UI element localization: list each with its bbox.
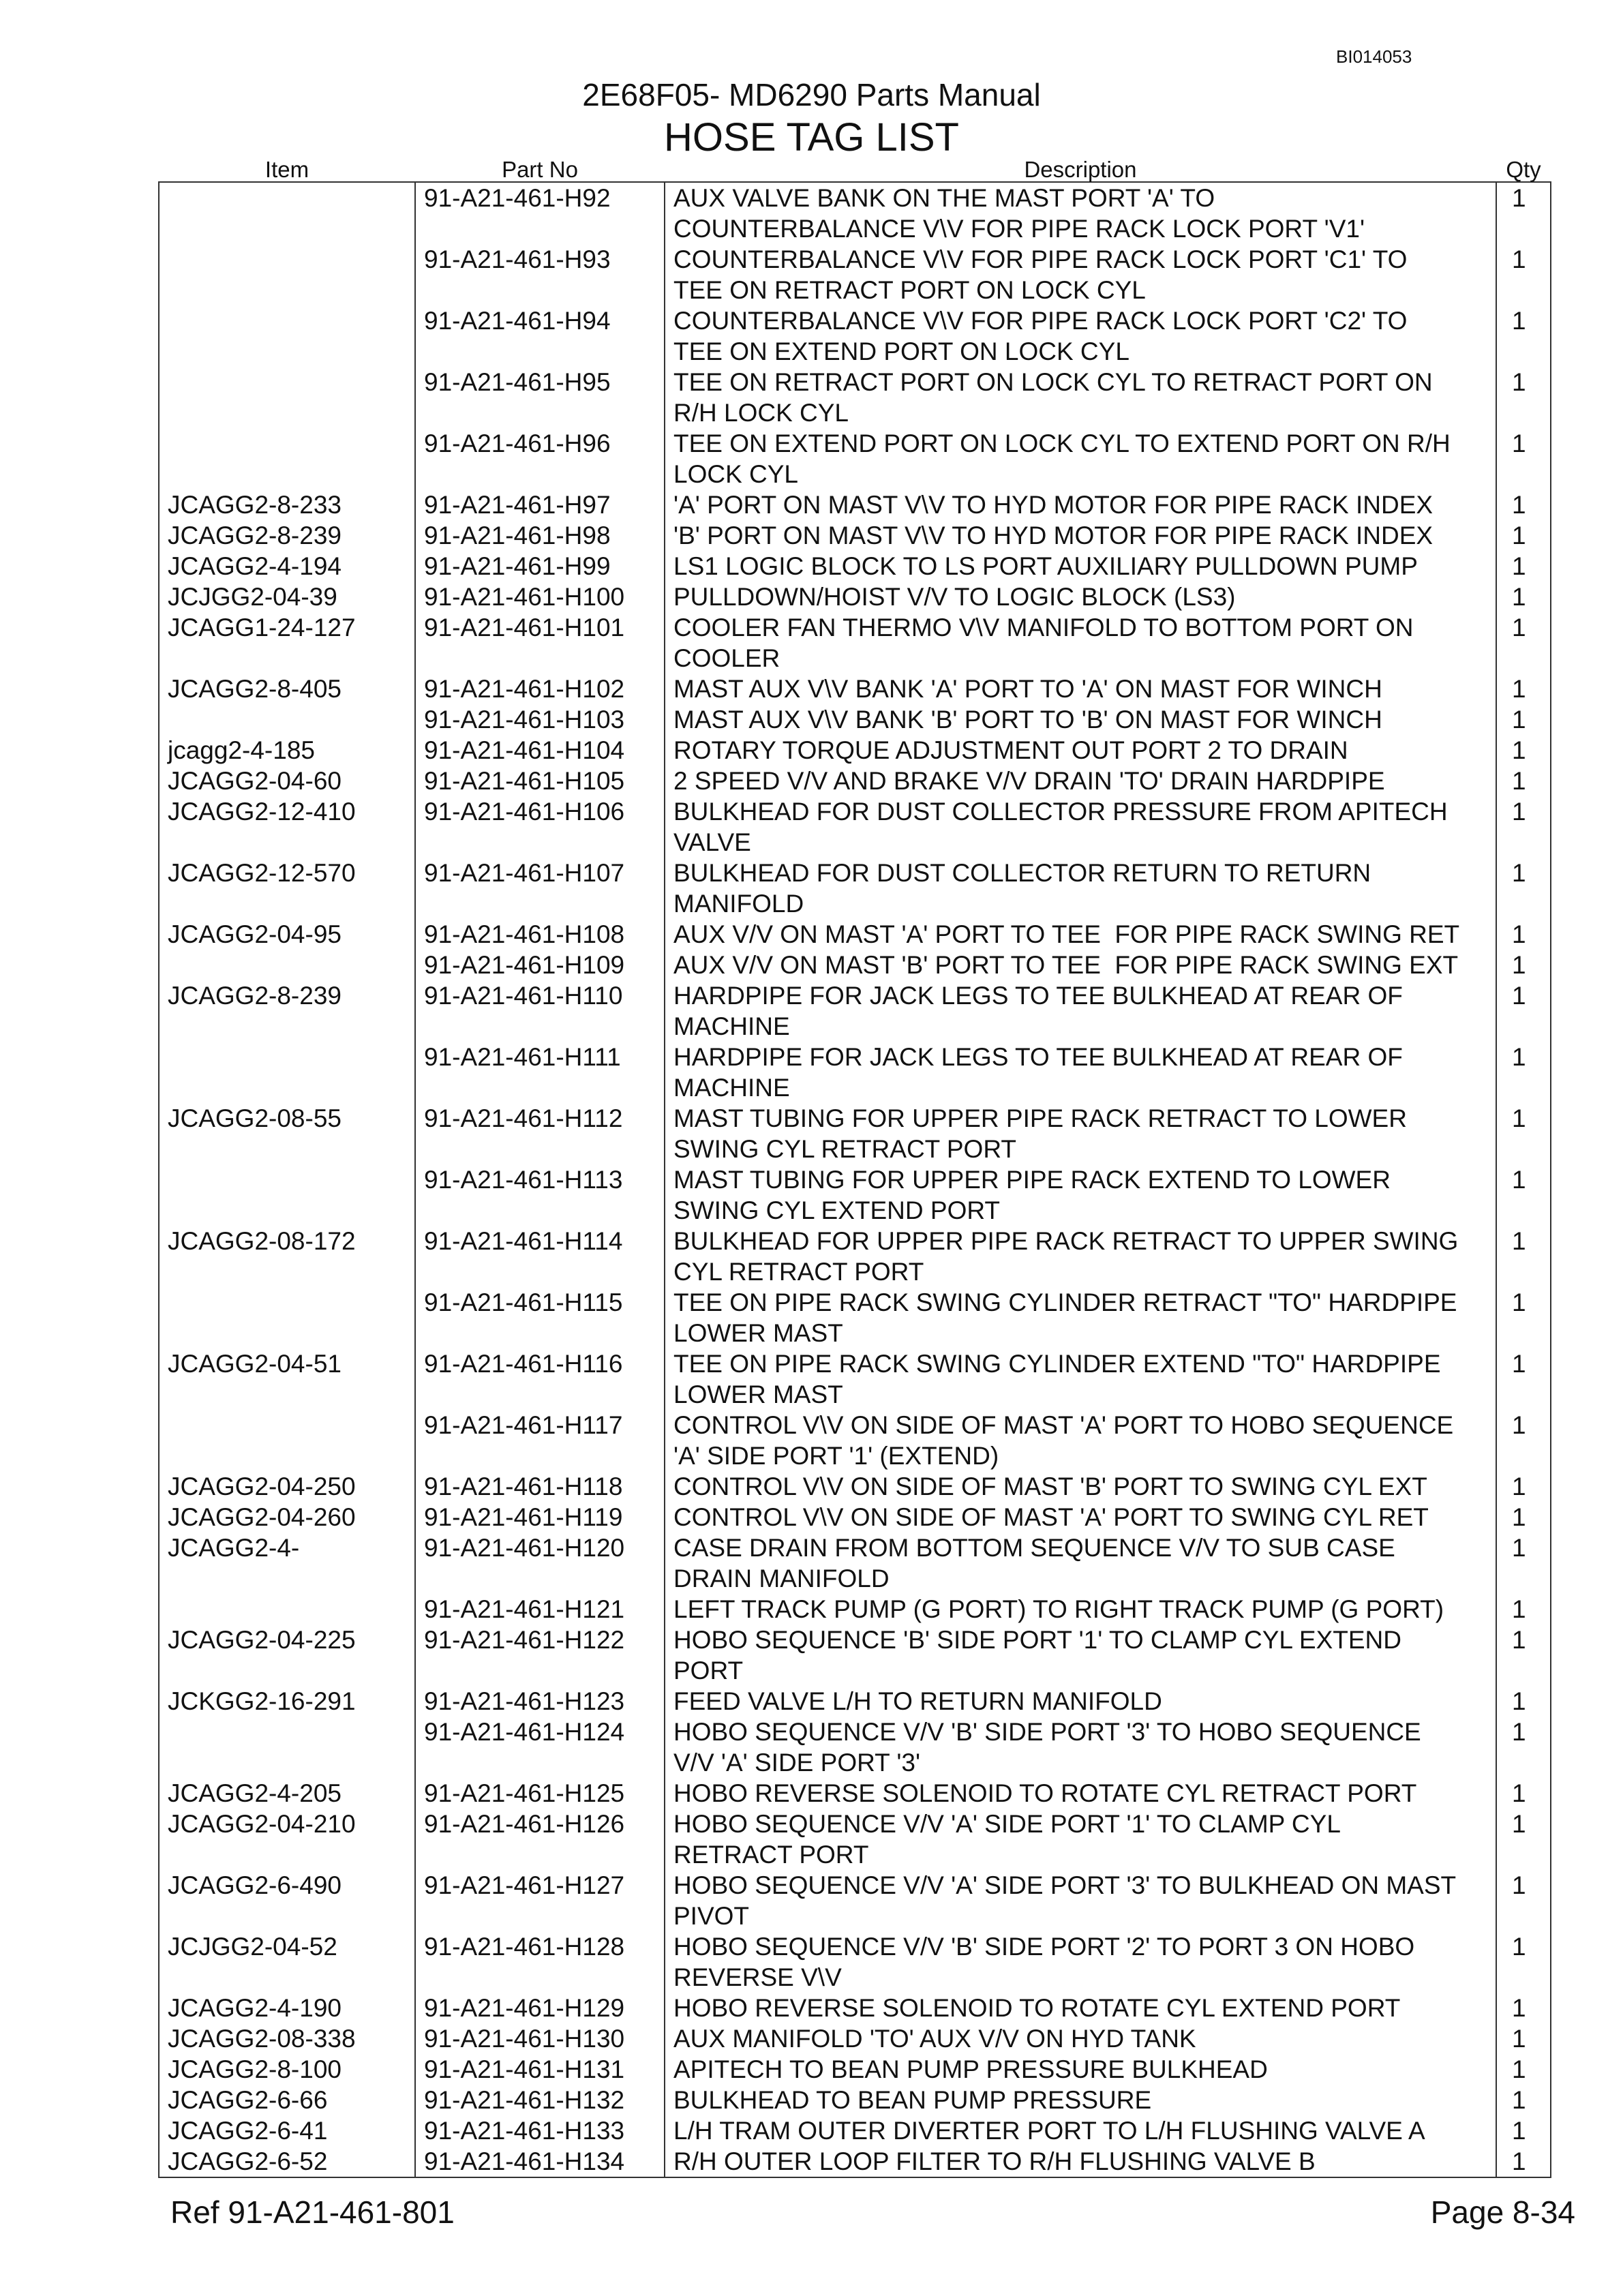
description-cell: APITECH TO BEAN PUMP PRESSURE BULKHEAD (665, 2054, 1496, 2085)
column-header-part-no: Part No (502, 157, 578, 182)
description-cell: ROTARY TORQUE ADJUSTMENT OUT PORT 2 TO DRAIN (665, 735, 1496, 766)
part-number-cell: 91-A21-461-H127 (415, 1870, 665, 1931)
description-cell: MAST TUBING FOR UPPER PIPE RACK EXTEND TO LOWER SWING CYL EXTEND PORT (665, 1164, 1496, 1226)
part-number-cell: 91-A21-461-H100 (415, 581, 665, 612)
hose-tag-table (158, 158, 1551, 2178)
quantity-cell: 1 (1496, 1226, 1551, 1287)
item-cell (159, 1594, 415, 1625)
item-cell: JCAGG2-4-194 (168, 552, 342, 580)
item-cell (159, 1042, 415, 1103)
part-number-cell: 91-A21-461-H112 (415, 1103, 665, 1164)
table-row (159, 489, 1551, 520)
table-row (159, 1164, 1551, 1226)
description-cell: CONTROL V\V ON SIDE OF MAST 'A' PORT TO SWING CYL RET (665, 1502, 1496, 1532)
table-row (159, 1471, 1551, 1502)
part-number-cell: 91-A21-461-H101 (415, 612, 665, 674)
table-row (159, 735, 1551, 766)
description-cell: AUX MANIFOLD 'TO' AUX V/V ON HYD TANK (665, 2023, 1496, 2054)
quantity-cell: 1 (1496, 919, 1551, 950)
quantity-cell: 1 (1496, 858, 1551, 919)
item-cell: JCAGG2-8-239 (168, 522, 342, 549)
item-cell: JCAGG2-12-410 (168, 798, 356, 826)
item-cell: JCAGG1-24-127 (168, 614, 356, 641)
item-cell: JCAGG2-6-52 (168, 2147, 328, 2175)
table-row (159, 1931, 1551, 1993)
part-number-cell: 91-A21-461-H129 (415, 1993, 665, 2023)
column-header-qty: Qty (1506, 157, 1541, 182)
quantity-cell: 1 (1496, 2085, 1551, 2115)
description-cell: HOBO REVERSE SOLENOID TO ROTATE CYL EXTEND PORT (665, 1993, 1496, 2023)
table-row (159, 674, 1551, 704)
quantity-cell: 1 (1496, 1686, 1551, 1717)
quantity-cell: 1 (1496, 1717, 1551, 1778)
table-row (159, 1410, 1551, 1471)
table-row (159, 1717, 1551, 1778)
quantity-cell: 1 (1496, 1042, 1551, 1103)
item-cell: JCAGG2-04-210 (168, 1810, 356, 1838)
table-row (159, 704, 1551, 735)
column-header-description: Description (1024, 157, 1137, 182)
part-number-cell: 91-A21-461-H114 (415, 1226, 665, 1287)
document-id: BI014053 (1336, 46, 1412, 67)
part-number-cell: 91-A21-461-H121 (415, 1594, 665, 1625)
part-number-cell: 91-A21-461-H111 (415, 1042, 665, 1103)
description-cell: BULKHEAD FOR DUST COLLECTOR RETURN TO RETURN MANIFOLD (665, 858, 1496, 919)
item-cell: JCAGG2-6-41 (168, 2117, 328, 2145)
part-number-cell: 91-A21-461-H118 (415, 1471, 665, 1502)
item-cell: JCJGG2-04-52 (168, 1933, 337, 1961)
quantity-cell: 1 (1496, 1471, 1551, 1502)
part-number-cell: 91-A21-461-H108 (415, 919, 665, 950)
description-cell: COUNTERBALANCE V\V FOR PIPE RACK LOCK PORT 'C1' TO TEE ON RETRACT PORT ON LOCK CYL (665, 244, 1496, 305)
footer-page-number: Page 8-34 (1430, 2194, 1575, 2230)
item-cell: JCAGG2-04-60 (168, 767, 342, 795)
quantity-cell: 1 (1496, 674, 1551, 704)
quantity-cell: 1 (1496, 182, 1551, 244)
quantity-cell: 1 (1496, 1287, 1551, 1348)
description-cell: TEE ON EXTEND PORT ON LOCK CYL TO EXTEND PORT ON R/H LOCK CYL (665, 428, 1496, 489)
quantity-cell: 1 (1496, 735, 1551, 766)
part-number-cell: 91-A21-461-H99 (415, 551, 665, 581)
item-cell: JCAGG2-04-250 (168, 1472, 356, 1500)
description-cell: TEE ON RETRACT PORT ON LOCK CYL TO RETRACT PORT ON R/H LOCK CYL (665, 367, 1496, 428)
item-cell: JCJGG2-04-39 (168, 583, 337, 611)
table-row (159, 1625, 1551, 1686)
quantity-cell: 1 (1496, 1870, 1551, 1931)
part-number-cell: 91-A21-461-H132 (415, 2085, 665, 2115)
description-cell: HOBO SEQUENCE V/V 'A' SIDE PORT '1' TO CLAMP CYL RETRACT PORT (665, 1809, 1496, 1870)
description-cell: R/H OUTER LOOP FILTER TO R/H FLUSHING VALVE B (665, 2146, 1496, 2177)
description-cell: HOBO REVERSE SOLENOID TO ROTATE CYL RETRACT PORT (665, 1778, 1496, 1809)
item-cell: JCAGG2-6-66 (168, 2086, 328, 2114)
part-number-cell: 91-A21-461-H130 (415, 2023, 665, 2054)
description-cell: AUX V/V ON MAST 'B' PORT TO TEE FOR PIPE RACK SWING EXT (665, 950, 1496, 980)
description-cell: COUNTERBALANCE V\V FOR PIPE RACK LOCK PORT 'C2' TO TEE ON EXTEND PORT ON LOCK CYL (665, 305, 1496, 367)
quantity-cell: 1 (1496, 581, 1551, 612)
quantity-cell: 1 (1496, 1532, 1551, 1594)
part-number-cell: 91-A21-461-H94 (415, 305, 665, 367)
part-number-cell: 91-A21-461-H133 (415, 2115, 665, 2146)
table-row (159, 2085, 1551, 2115)
quantity-cell: 1 (1496, 428, 1551, 489)
item-cell: JCAGG2-08-55 (168, 1104, 342, 1132)
quantity-cell: 1 (1496, 704, 1551, 735)
item-cell: JCAGG2-04-260 (168, 1503, 356, 1531)
description-cell: BULKHEAD FOR DUST COLLECTOR PRESSURE FROM APITECH VALVE (665, 796, 1496, 858)
part-number-cell: 91-A21-461-H96 (415, 428, 665, 489)
item-cell: JCAGG2-12-570 (168, 859, 356, 887)
item-cell: jcagg2-4-185 (168, 736, 315, 764)
quantity-cell: 1 (1496, 367, 1551, 428)
table-row (159, 1686, 1551, 1717)
description-cell: TEE ON PIPE RACK SWING CYLINDER RETRACT "TO" HARDPIPE LOWER MAST (665, 1287, 1496, 1348)
quantity-cell: 1 (1496, 1502, 1551, 1532)
quantity-cell: 1 (1496, 1778, 1551, 1809)
part-number-cell: 91-A21-461-H123 (415, 1686, 665, 1717)
item-cell: JCAGG2-08-172 (168, 1227, 356, 1255)
item-cell (159, 1287, 415, 1348)
quantity-cell: 1 (1496, 2023, 1551, 2054)
description-cell: HOBO SEQUENCE V/V 'B' SIDE PORT '3' TO HOBO SEQUENCE V/V 'A' SIDE PORT '3' (665, 1717, 1496, 1778)
item-cell (159, 367, 415, 428)
quantity-cell: 1 (1496, 1625, 1551, 1686)
description-cell: HOBO SEQUENCE 'B' SIDE PORT '1' TO CLAMP CYL EXTEND PORT (665, 1625, 1496, 1686)
item-cell (159, 305, 415, 367)
quantity-cell: 1 (1496, 1164, 1551, 1226)
table-row (159, 1502, 1551, 1532)
description-cell: HOBO SEQUENCE V/V 'A' SIDE PORT '3' TO BULKHEAD ON MAST PIVOT (665, 1870, 1496, 1931)
column-header-item: Item (264, 157, 309, 182)
part-number-cell: 91-A21-461-H124 (415, 1717, 665, 1778)
table-row (159, 980, 1551, 1042)
table-row (159, 1532, 1551, 1594)
description-cell: BULKHEAD FOR UPPER PIPE RACK RETRACT TO UPPER SWING CYL RETRACT PORT (665, 1226, 1496, 1287)
table-row (159, 858, 1551, 919)
part-number-cell: 91-A21-461-H109 (415, 950, 665, 980)
description-cell: CASE DRAIN FROM BOTTOM SEQUENCE V/V TO SUB CASE DRAIN MANIFOLD (665, 1532, 1496, 1594)
list-title: HOSE TAG LIST (664, 115, 959, 160)
table-row (159, 612, 1551, 674)
part-number-cell: 91-A21-461-H106 (415, 796, 665, 858)
item-cell (159, 244, 415, 305)
part-number-cell: 91-A21-461-H120 (415, 1532, 665, 1594)
quantity-cell: 1 (1496, 2146, 1551, 2177)
description-cell: 'A' PORT ON MAST V\V TO HYD MOTOR FOR PIPE RACK INDEX (665, 489, 1496, 520)
item-cell: JCAGG2-8-100 (168, 2055, 342, 2083)
item-cell (159, 1410, 415, 1471)
description-cell: BULKHEAD TO BEAN PUMP PRESSURE (665, 2085, 1496, 2115)
item-cell (159, 1717, 415, 1778)
table-row (159, 1348, 1551, 1410)
table-row (159, 766, 1551, 796)
table-row (159, 551, 1551, 581)
description-cell: AUX VALVE BANK ON THE MAST PORT 'A' TO COUNTERBALANCE V\V FOR PIPE RACK LOCK PORT 'V1' (665, 182, 1496, 244)
description-cell: CONTROL V\V ON SIDE OF MAST 'B' PORT TO SWING CYL EXT (665, 1471, 1496, 1502)
part-number-cell: 91-A21-461-H95 (415, 367, 665, 428)
table-row (159, 182, 1551, 244)
part-number-cell: 91-A21-461-H104 (415, 735, 665, 766)
description-cell: TEE ON PIPE RACK SWING CYLINDER EXTEND "TO" HARDPIPE LOWER MAST (665, 1348, 1496, 1410)
description-cell: LS1 LOGIC BLOCK TO LS PORT AUXILIARY PULLDOWN PUMP (665, 551, 1496, 581)
quantity-cell: 1 (1496, 1931, 1551, 1993)
table-row (159, 1778, 1551, 1809)
quantity-cell: 1 (1496, 305, 1551, 367)
table-row (159, 2023, 1551, 2054)
item-cell: JCAGG2-8-233 (168, 491, 342, 519)
table-row (159, 2115, 1551, 2146)
description-cell: FEED VALVE L/H TO RETURN MANIFOLD (665, 1686, 1496, 1717)
item-cell: JCAGG2-4-190 (168, 1994, 342, 2022)
description-cell: MAST AUX V\V BANK 'A' PORT TO 'A' ON MAST FOR WINCH (665, 674, 1496, 704)
quantity-cell: 1 (1496, 1993, 1551, 2023)
part-number-cell: 91-A21-461-H97 (415, 489, 665, 520)
part-number-cell: 91-A21-461-H131 (415, 2054, 665, 2085)
item-cell (159, 182, 415, 244)
table-row (159, 1103, 1551, 1164)
part-number-cell: 91-A21-461-H105 (415, 766, 665, 796)
quantity-cell: 1 (1496, 796, 1551, 858)
table-header-row (159, 158, 1551, 182)
table-row (159, 950, 1551, 980)
quantity-cell: 1 (1496, 766, 1551, 796)
table-row (159, 1226, 1551, 1287)
part-number-cell: 91-A21-461-H92 (415, 182, 665, 244)
table-row (159, 1594, 1551, 1625)
description-cell: LEFT TRACK PUMP (G PORT) TO RIGHT TRACK PUMP (G PORT) (665, 1594, 1496, 1625)
item-cell: JCAGG2-08-338 (168, 2025, 356, 2053)
part-number-cell: 91-A21-461-H134 (415, 2146, 665, 2177)
part-number-cell: 91-A21-461-H93 (415, 244, 665, 305)
part-number-cell: 91-A21-461-H116 (415, 1348, 665, 1410)
item-cell (159, 1164, 415, 1226)
description-cell: 'B' PORT ON MAST V\V TO HYD MOTOR FOR PIPE RACK INDEX (665, 520, 1496, 551)
part-number-cell: 91-A21-461-H117 (415, 1410, 665, 1471)
table-row (159, 428, 1551, 489)
table-row (159, 244, 1551, 305)
table-row (159, 2146, 1551, 2177)
part-number-cell: 91-A21-461-H126 (415, 1809, 665, 1870)
part-number-cell: 91-A21-461-H115 (415, 1287, 665, 1348)
item-cell: JCKGG2-16-291 (168, 1687, 356, 1715)
description-cell: L/H TRAM OUTER DIVERTER PORT TO L/H FLUSHING VALVE A (665, 2115, 1496, 2146)
quantity-cell: 1 (1496, 1410, 1551, 1471)
quantity-cell: 1 (1496, 2115, 1551, 2146)
description-cell: HOBO SEQUENCE V/V 'B' SIDE PORT '2' TO PORT 3 ON HOBO REVERSE V\V (665, 1931, 1496, 1993)
table-row (159, 1809, 1551, 1870)
table-row (159, 1993, 1551, 2023)
part-number-cell: 91-A21-461-H119 (415, 1502, 665, 1532)
part-number-cell: 91-A21-461-H110 (415, 980, 665, 1042)
item-cell (159, 704, 415, 735)
quantity-cell: 1 (1496, 551, 1551, 581)
item-cell: JCAGG2-4-205 (168, 1779, 342, 1807)
item-cell (159, 950, 415, 980)
quantity-cell: 1 (1496, 1594, 1551, 1625)
table-row (159, 1042, 1551, 1103)
description-cell: COOLER FAN THERMO V\V MANIFOLD TO BOTTOM PORT ON COOLER (665, 612, 1496, 674)
table-row (159, 581, 1551, 612)
quantity-cell: 1 (1496, 1103, 1551, 1164)
item-cell: JCAGG2-6-490 (168, 1871, 342, 1899)
table-row (159, 520, 1551, 551)
table-row (159, 919, 1551, 950)
quantity-cell: 1 (1496, 1348, 1551, 1410)
item-cell: JCAGG2-04-225 (168, 1626, 356, 1654)
item-cell: JCAGG2-4- (168, 1534, 300, 1562)
item-cell: JCAGG2-8-405 (168, 675, 342, 703)
part-number-cell: 91-A21-461-H103 (415, 704, 665, 735)
item-cell: JCAGG2-8-239 (168, 982, 342, 1010)
table-row (159, 1287, 1551, 1348)
quantity-cell: 1 (1496, 244, 1551, 305)
item-cell: JCAGG2-04-95 (168, 920, 342, 948)
part-number-cell: 91-A21-461-H107 (415, 858, 665, 919)
description-cell: PULLDOWN/HOIST V/V TO LOGIC BLOCK (LS3) (665, 581, 1496, 612)
part-number-cell: 91-A21-461-H125 (415, 1778, 665, 1809)
quantity-cell: 1 (1496, 980, 1551, 1042)
description-cell: 2 SPEED V/V AND BRAKE V/V DRAIN 'TO' DRAIN HARDPIPE (665, 766, 1496, 796)
table-row (159, 2054, 1551, 2085)
table-row (159, 796, 1551, 858)
description-cell: CONTROL V\V ON SIDE OF MAST 'A' PORT TO HOBO SEQUENCE 'A' SIDE PORT '1' (EXTEND) (665, 1410, 1496, 1471)
description-cell: HARDPIPE FOR JACK LEGS TO TEE BULKHEAD AT REAR OF MACHINE (665, 1042, 1496, 1103)
quantity-cell: 1 (1496, 1809, 1551, 1870)
quantity-cell: 1 (1496, 612, 1551, 674)
quantity-cell: 1 (1496, 520, 1551, 551)
table-row (159, 305, 1551, 367)
table-body (159, 182, 1551, 2177)
quantity-cell: 1 (1496, 2054, 1551, 2085)
part-number-cell: 91-A21-461-H128 (415, 1931, 665, 1993)
description-cell: HARDPIPE FOR JACK LEGS TO TEE BULKHEAD AT REAR OF MACHINE (665, 980, 1496, 1042)
quantity-cell: 1 (1496, 489, 1551, 520)
description-cell: AUX V/V ON MAST 'A' PORT TO TEE FOR PIPE RACK SWING RET (665, 919, 1496, 950)
description-cell: MAST TUBING FOR UPPER PIPE RACK RETRACT TO LOWER SWING CYL RETRACT PORT (665, 1103, 1496, 1164)
table-row (159, 1870, 1551, 1931)
item-cell: JCAGG2-04-51 (168, 1350, 342, 1378)
manual-title: 2E68F05- MD6290 Parts Manual (582, 77, 1041, 112)
footer-reference: Ref 91-A21-461-801 (170, 2194, 455, 2230)
part-number-cell: 91-A21-461-H113 (415, 1164, 665, 1226)
item-cell (159, 428, 415, 489)
quantity-cell: 1 (1496, 950, 1551, 980)
description-cell: MAST AUX V\V BANK 'B' PORT TO 'B' ON MAST FOR WINCH (665, 704, 1496, 735)
part-number-cell: 91-A21-461-H122 (415, 1625, 665, 1686)
part-number-cell: 91-A21-461-H102 (415, 674, 665, 704)
part-number-cell: 91-A21-461-H98 (415, 520, 665, 551)
table-row (159, 367, 1551, 428)
